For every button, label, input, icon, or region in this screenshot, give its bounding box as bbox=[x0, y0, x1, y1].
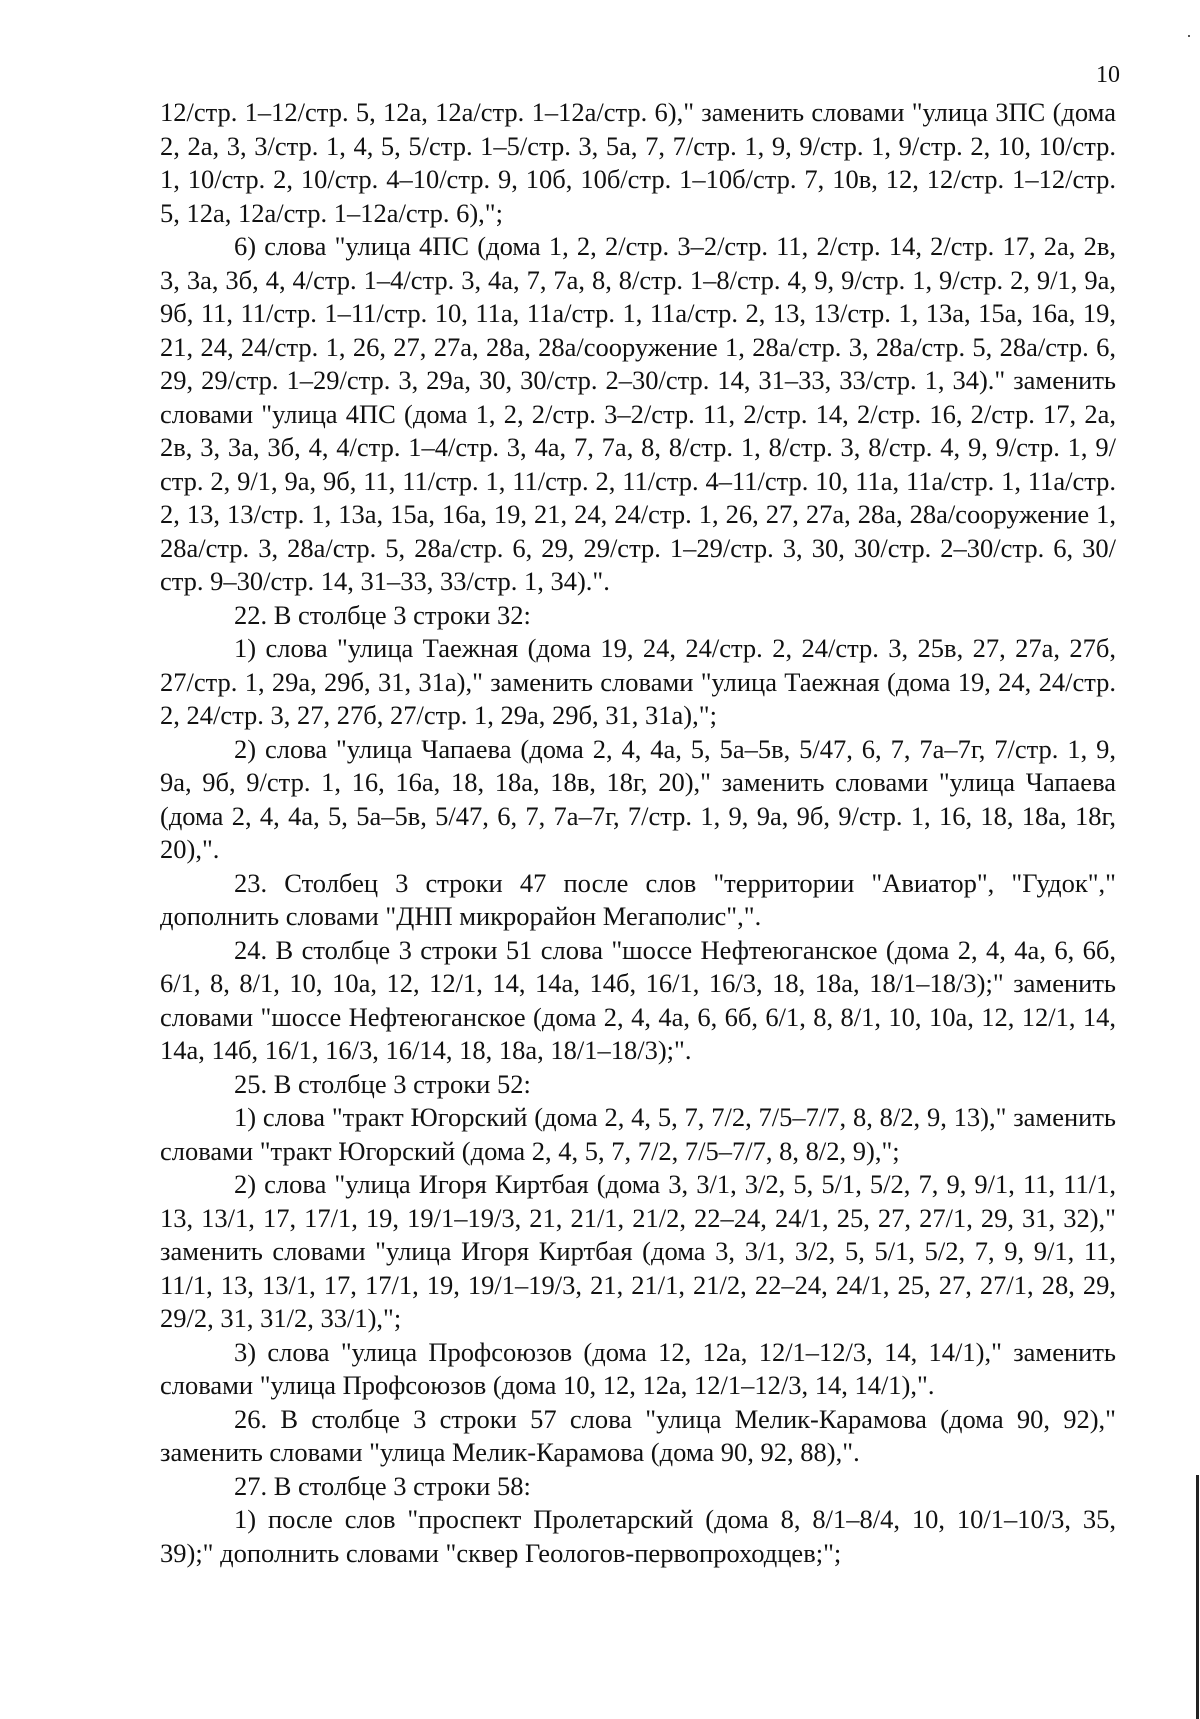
paragraph-continuation: 12/стр. 1–12/стр. 5, 12а, 12а/стр. 1–12а/стр. 6)," заменить словами "улица 3ПС (дома 2, 2а, 3, 3/стр. 1, 4, 5, 5/стр. 1–5/стр. 3, 5а, 7, 7/стр. 1, 9, 9/стр. 1, 9/стр. 2, 10, 10/стр. 1, 10/стр. 2, 10/стр. 4–10/стр. 9, 10б, 10б/стр. 1–10б/стр. 7, 10в, 12, 12/стр. 1–12/стр. 5, 12а, 12а/стр. 1–12а/стр. 6),"; bbox=[160, 97, 1116, 228]
paragraph-section-25-item-1: 1) слова "тракт Югорский (дома 2, 4, 5, 7, 7/2, 7/5–7/7, 8, 8/2, 9, 13)," заменить словами "тракт Югорский (дома 2, 4, 5, 7, 7/2, 7/5–7/7, 8, 8/2, 9),"; bbox=[160, 1102, 1116, 1166]
scan-edge-line bbox=[1196, 1475, 1199, 1719]
scan-speck bbox=[1188, 35, 1190, 37]
paragraph-section-22-item-1: 1) слова "улица Таежная (дома 19, 24, 24/стр. 2, 24/стр. 3, 25в, 27, 27а, 27б, 27/стр. 1, 29а, 29б, 31, 31а)," заменить словами "улица Таежная (дома 19, 24, 24/стр. 2, 24/стр. 3, 27, 27б, 27/стр. 1, 29а, 29б, 31, 31а),"; bbox=[160, 633, 1116, 730]
paragraph-section-26: 26. В столбце 3 строки 57 слова "улица Мелик-Карамова (дома 90, 92)," заменить словами "улица Мелик-Карамова (дома 90, 92, 88),". bbox=[160, 1403, 1116, 1467]
document-body bbox=[160, 96, 1116, 1570]
paragraph-section-23: 23. Столбец 3 строки 47 после слов "территории "Авиатор", "Гудок"," дополнить словами "ДНП микрорайон Мегаполис",". bbox=[160, 867, 1116, 931]
paragraph-section-27: 27. В столбце 3 строки 58: bbox=[234, 1470, 531, 1501]
paragraph-item-6: 6) слова "улица 4ПС (дома 1, 2, 2/стр. 3–2/стр. 11, 2/стр. 14, 2/стр. 17, 2а, 2в, 3, 3а, 3б, 4, 4/стр. 1–4/стр. 3, 4а, 7, 7а, 8, 8/стр. 1–8/стр. 4, 9, 9/стр. 1, 9/стр. 2, 9/1, 9а, 9б, 11, 11/стр. 1–11/стр. 10, 11а, 11а/стр. 1, 11а/стр. 2, 13, 13/стр. 1, 13а, 15а, 16а, 19, 21, 24, 24/стр. 1, 26, 27, 27а, 28а, 28а/сооружение 1, 28а/стр. 3, 28а/стр. 5, 28а/стр. 6, 29, 29/стр. 1–29/стр. 3, 29а, 30, 30/стр. 2–30/стр. 14, 31–33, 33/стр. 1, 34)." заменить словами "улица 4ПС (дома 1, 2, 2/стр. 3–2/стр. 11, 2/стр. 14, 2/стр. 16, 2/стр. 17, 2а, 2в, 3, 3а, 3б, 4, 4/стр. 1–4/стр. 3, 4а, 7, 7а, 8, 8/стр. 1, 8/стр. 3, 8/стр. 4, 9, 9/стр. 1, 9/стр. 2, 9/1, 9а, 9б, 11, 11/стр. 1, 11/стр. 2, 11/стр. 4–11/стр. 10, 11а, 11а/стр. 1, 11а/стр. 2, 13, 13/стр. 1, 13а, 15а, 16а, 19, 21, 24, 24/стр. 1, 26, 27, 27а, 28а, 28а/сооружение 1, 28а/стр. 3, 28а/стр. 5, 28а/стр. 6, 29, 29/стр. 1–29/стр. 3, 30, 30/стр. 2–30/стр. 6, 30/стр. 9–30/стр. 14, 31–33, 33/стр. 1, 34).". bbox=[160, 231, 1116, 596]
paragraph-section-25-item-3: 3) слова "улица Профсоюзов (дома 12, 12а, 12/1–12/3, 14, 14/1)," заменить словами "улица Профсоюзов (дома 10, 12, 12а, 12/1–12/3, 14, 14/1),". bbox=[160, 1336, 1116, 1400]
paragraph-section-22-item-2: 2) слова "улица Чапаева (дома 2, 4, 4а, 5, 5а–5в, 5/47, 6, 7, 7а–7г, 7/стр. 1, 9, 9а, 9б, 9/стр. 1, 16, 16а, 18, 18а, 18в, 18г, 20)," заменить словами "улица Чапаева (дома 2, 4, 4а, 5, 5а–5в, 5/47, 6, 7, 7а–7г, 7/стр. 1, 9, 9а, 9б, 9/стр. 1, 16, 18, 18а, 18г, 20),". bbox=[160, 733, 1116, 864]
paragraph-section-25: 25. В столбце 3 строки 52: bbox=[234, 1068, 531, 1099]
paragraph-section-25-item-2: 2) слова "улица Игоря Киртбая (дома 3, 3/1, 3/2, 5, 5/1, 5/2, 7, 9, 9/1, 11, 11/1, 13, 13/1, 17, 17/1, 19, 19/1–19/3, 21, 21/1, 21/2, 22–24, 24/1, 25, 27, 27/1, 29, 31, 32)," заменить словами "улица Игоря Киртбая (дома 3, 3/1, 3/2, 5, 5/1, 5/2, 7, 9, 9/1, 11, 11/1, 13, 13/1, 17, 17/1, 19, 19/1–19/3, 21, 21/1, 21/2, 22–24, 24/1, 25, 27, 27/1, 28, 29, 29/2, 31, 31/2, 33/1),"; bbox=[160, 1169, 1116, 1333]
paragraph-section-27-item-1: 1) после слов "проспект Пролетарский (дома 8, 8/1–8/4, 10, 10/1–10/3, 35, 39);" дополнить словами "сквер Геологов-первопроходцев;"; bbox=[160, 1504, 1116, 1568]
page-number: 10 bbox=[1096, 62, 1120, 88]
paragraph-section-24: 24. В столбце 3 строки 51 слова "шоссе Нефтеюганское (дома 2, 4, 4а, 6, 6б, 6/1, 8, 8/1, 10, 10а, 12, 12/1, 14, 14а, 14б, 16/1, 16/3, 18, 18а, 18/1–18/3);" заменить словами "шоссе Нефтеюганское (дома 2, 4, 4а, 6, 6б, 6/1, 8, 8/1, 10, 10а, 12, 12/1, 14, 14а, 14б, 16/1, 16/3, 16/14, 18, 18а, 18/1–18/3);". bbox=[160, 934, 1116, 1065]
paragraph-section-22: 22. В столбце 3 строки 32: bbox=[234, 599, 531, 630]
